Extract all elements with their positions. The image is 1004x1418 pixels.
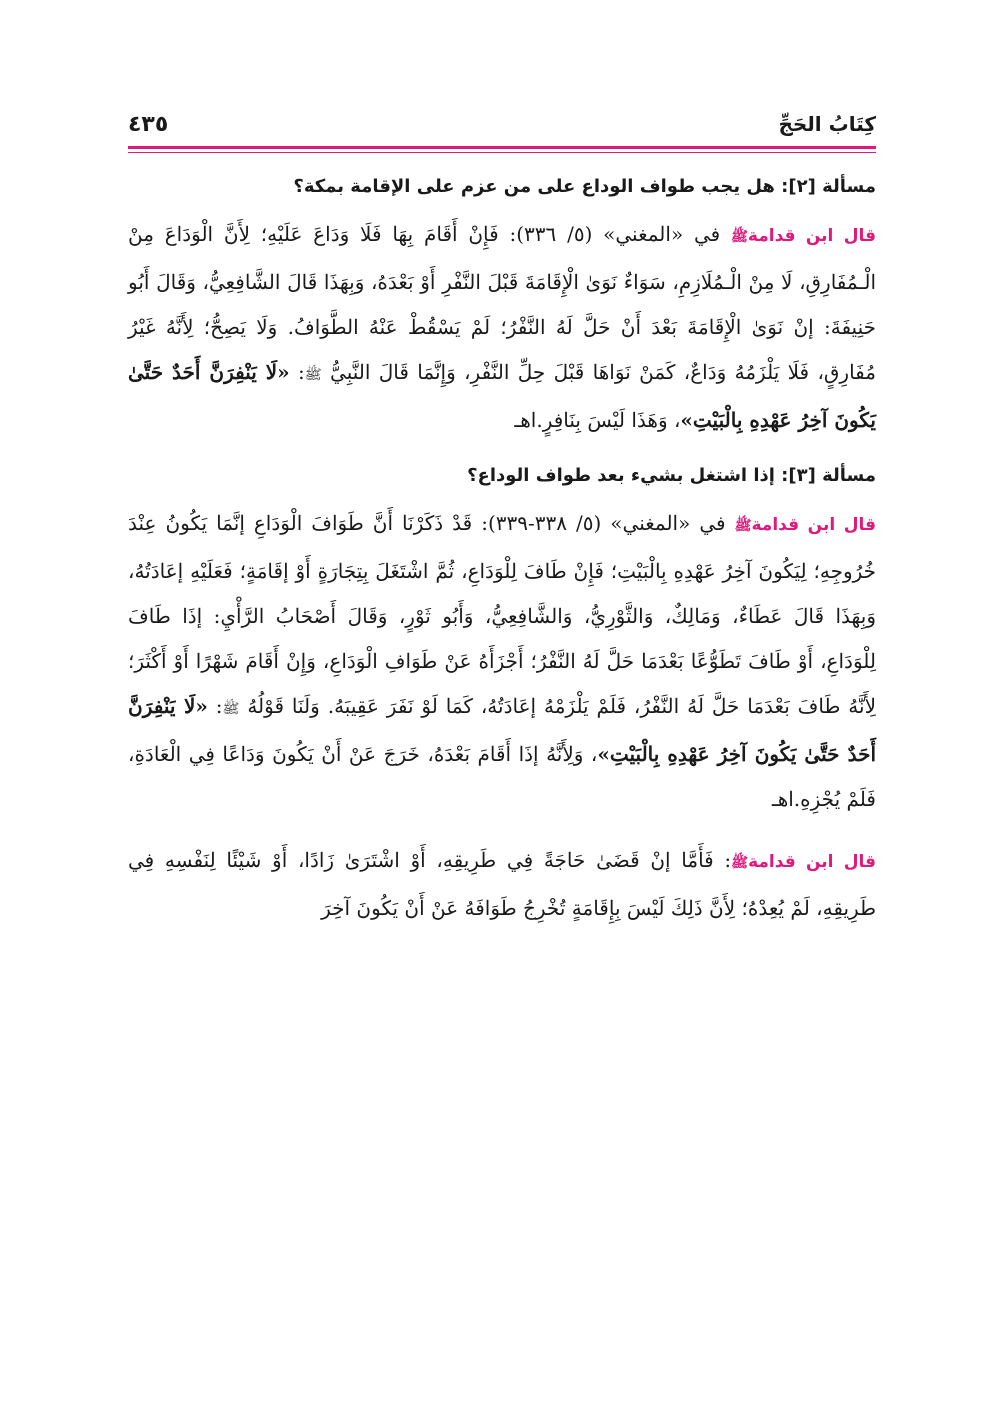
speaker-label: قال ابن قدامة (747, 226, 876, 246)
question-3-title: مسألة [٣]: إذا اشتغل بشيء بعد طواف الوداع؟ (467, 465, 876, 486)
paragraph-text: في «المغني» (٥/ ٣٣٨-٣٣٩): قَدْ ذَكَرْنَا أَنَّ طَوَافَ الْوَدَاعِ إنَّمَا يَكُونُ عِنْدَ خُرُوجِهِ؛ لِيَكُونَ آخِرُ عَهْدِهِ بِالْبَيْتِ؛ فَإِنْ طَافَ لِلْوَدَاعِ، ثُمَّ اشْتَغَلَ بِتِجَارَةٍ أَوْ إقَامَةٍ؛ فَعَلَيْهِ إعَادَتُهُ، وَبِهَذَا قَالَ عَطَاءٌ، وَمَالِكٌ، وَالثَّوْرِيُّ، وَالشَّافِعِيُّ، وَأَبُو ثَوْرٍ، وَقَالَ أَصْحَابُ الرَّأْيِ: إذَا طَافَ لِلْوَدَاعِ، أَوْ طَافَ تَطَوُّعًا بَعْدَمَا حَلَّ لَهُ النَّفْرُ؛ أَجْزَأَهُ عَنْ طَوَافِ الْوَدَاعِ، وَإِنْ أَقَامَ شَهْرًا أَوْ أَكْثَرَ؛ لِأَنَّهُ طَافَ بَعْدَمَا حَلَّ لَهُ النَّفْرُ، فَلَمْ يَلْزَمْهُ إعَادَتُهُ، كَمَا لَوْ نَفَرَ عَقِيبَهُ. وَلَنَا قَوْلُهُ (128, 511, 876, 718)
paragraph-text: : (207, 694, 223, 718)
paragraph-text: : فَأَمَّا إنْ قَضَىٰ حَاجَةً فِي طَرِيقِهِ، أَوْ اشْتَرَىٰ زَادًا، أَوْ شَيْئًا لِنَفْسِهِ فِي طَرِيقِهِ، لَمْ يُعِدْهُ؛ لِأَنَّ ذَلِكَ لَيْسَ بِإِقَامَةٍ تُخْرِجُ طَوَافَهُ عَنْ أَنْ يَكُونَ آخِرَ (128, 848, 876, 920)
honorific-mark: ﷺ (734, 518, 752, 534)
header-rule-thin (128, 152, 876, 153)
paragraph-text: : (289, 360, 305, 384)
hadith-quote: «لَا يَنْفِرَنَّ أَحَدٌ حَتَّىٰ يَكُونَ آخِرُ عَهْدِهِ بِالْبَيْتِ» (128, 360, 876, 432)
question-3-paragraph-2 (128, 838, 876, 931)
page-number: ٤٣٥ (128, 112, 169, 137)
question-3-paragraph (128, 501, 876, 822)
speaker-label: قال ابن قدامة (748, 852, 876, 872)
header-rule (128, 146, 876, 149)
question-2-paragraph (128, 212, 876, 443)
speaker-label: قال ابن قدامة (751, 515, 876, 535)
hadith-quote: «لَا يَنْفِرَنَّ أَحَدٌ حَتَّىٰ يَكُونَ آخِرُ عَهْدِهِ بِالْبَيْتِ» (128, 694, 876, 766)
page-content (128, 170, 876, 947)
page-header (128, 112, 876, 146)
book-title: كِتَابُ الحَجِّ (778, 112, 876, 136)
paragraph-text: في «المغني» (٥/ ٣٣٦): فَإِنْ أَقَامَ بِهَا فَلَا وَدَاعَ عَلَيْهِ؛ لِأَنَّ الْوَدَاعَ مِنْ الْـمُفَارِقِ، لَا مِنْ الْـمُلَازِمِ، سَوَاءٌ نَوَىٰ الْإِقَامَةَ قَبْلَ النَّفْرِ أَوْ بَعْدَهُ، وَبِهَذَا قَالَ الشَّافِعِيُّ، وَقَالَ أَبُو حَنِيفَةَ: إنْ نَوَىٰ الْإِقَامَةَ بَعْدَ أَنْ حَلَّ لَهُ النَّفْرُ؛ لَمْ يَسْقُطْ عَنْهُ الطَّوَافُ. وَلَا يَصِحُّ؛ لِأَنَّهُ غَيْرُ مُفَارِقٍ، فَلَا يَلْزَمُهُ وَدَاعٌ، كَمَنْ نَوَاهَا قَبْلَ حِلِّ النَّفْرِ، وَإِنَّمَا قَالَ النَّبِيُّ (128, 222, 876, 384)
paragraph-text: ، وَهَذَا لَيْسَ بِنَافِرٍ.اهـ (514, 408, 681, 432)
honorific-mark: ﷺ (731, 229, 748, 245)
question-2-title: مسألة [٢]: هل يجب طواف الوداع على من عزم على الإقامة بمكة؟ (293, 176, 876, 197)
honorific-mark: ﷺ (731, 855, 749, 871)
prophet-honorific: ﷺ (304, 367, 322, 383)
paragraph-text: ، وَلِأَنَّهُ إذَا أَقَامَ بَعْدَهُ، خَرَجَ عَنْ أَنْ يَكُونَ وَدَاعًا فِي الْعَادَةِ، فَلَمْ يُجْزِهِ.اهـ (128, 742, 876, 811)
prophet-honorific: ﷺ (222, 701, 240, 717)
